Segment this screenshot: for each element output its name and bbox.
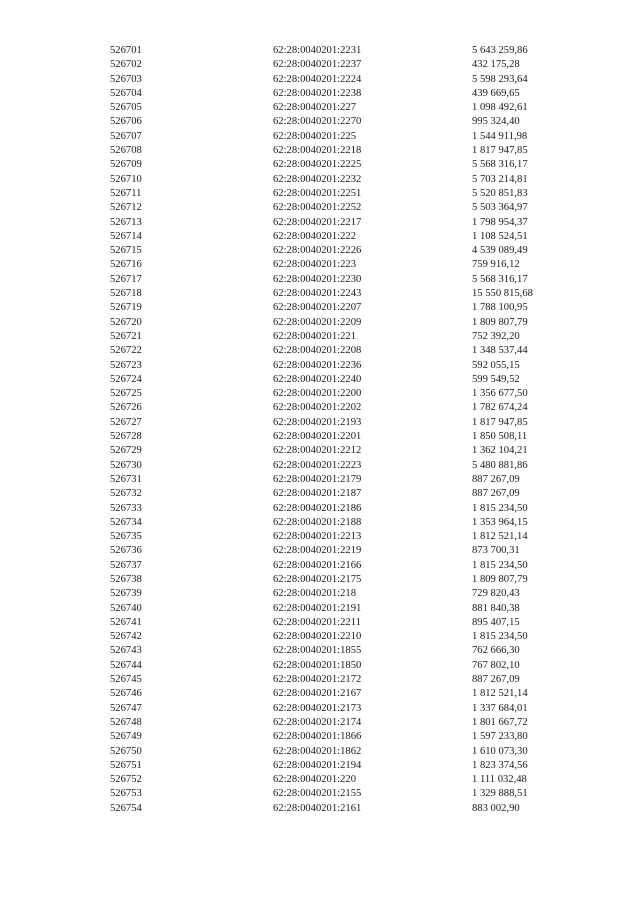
cadastral-number-cell: 62:28:0040201:2210: [273, 631, 362, 643]
row-number-cell: 526736: [110, 545, 142, 557]
cadastral-number-cell: 62:28:0040201:2230: [273, 273, 362, 285]
row-number-cell: 526746: [110, 688, 142, 700]
cadastral-value-cell: 1 362 104,21: [472, 445, 528, 457]
cadastral-value-cell: 729 820,43: [472, 588, 520, 600]
cadastral-number-cell: 62:28:0040201:2232: [273, 173, 362, 185]
row-number-cell: 526731: [110, 473, 142, 485]
row-number-cell: 526737: [110, 559, 142, 571]
table-row: [110, 373, 582, 387]
cadastral-number-cell: 62:28:0040201:2223: [273, 459, 362, 471]
cadastral-value-cell: 1 108 524,51: [472, 230, 528, 242]
row-number-cell: 526712: [110, 202, 142, 214]
table-row: [110, 216, 582, 230]
cadastral-number-cell: 62:28:0040201:2212: [273, 445, 362, 457]
cadastral-value-cell: 767 802,10: [472, 659, 520, 671]
row-number-cell: 526742: [110, 631, 142, 643]
row-number-cell: 526709: [110, 159, 142, 171]
cadastral-value-cell: 599 549,52: [472, 373, 520, 385]
table-row: [110, 787, 582, 801]
row-number-cell: 526705: [110, 102, 142, 114]
cadastral-number-cell: 62:28:0040201:2218: [273, 145, 362, 157]
cadastral-value-cell: 1 337 684,01: [472, 702, 528, 714]
table-row: [110, 301, 582, 315]
cadastral-value-cell: 1 610 073,30: [472, 745, 528, 757]
cadastral-number-cell: 62:28:0040201:2243: [273, 288, 362, 300]
table-row: [110, 230, 582, 244]
cadastral-number-cell: 62:28:0040201:2208: [273, 345, 362, 357]
table-row: [110, 444, 582, 458]
cadastral-number-cell: 62:28:0040201:2224: [273, 73, 362, 85]
row-number-cell: 526706: [110, 116, 142, 128]
cadastral-value-cell: 1 809 807,79: [472, 573, 528, 585]
cadastral-number-cell: 62:28:0040201:2211: [273, 616, 361, 628]
cadastral-number-cell: 62:28:0040201:2270: [273, 116, 362, 128]
cadastral-value-cell: 1 815 234,50: [472, 502, 528, 514]
table-row: [110, 745, 582, 759]
cadastral-value-cell: 1 111 032,48: [472, 774, 527, 786]
row-number-cell: 526732: [110, 488, 142, 500]
table-row: [110, 644, 582, 658]
table-row: [110, 387, 582, 401]
cadastral-value-cell: 15 550 815,68: [472, 288, 533, 300]
cadastral-number-cell: 62:28:0040201:2240: [273, 373, 362, 385]
cadastral-value-cell: 873 700,31: [472, 545, 520, 557]
cadastral-value-cell: 1 809 807,79: [472, 316, 528, 328]
cadastral-value-cell: 995 324,40: [472, 116, 520, 128]
cadastral-value-cell: 1 798 954,37: [472, 216, 528, 228]
cadastral-value-cell: 883 002,90: [472, 802, 520, 814]
cadastral-number-cell: 62:28:0040201:2166: [273, 559, 362, 571]
row-number-cell: 526726: [110, 402, 142, 414]
row-number-cell: 526703: [110, 73, 142, 85]
cadastral-number-cell: 62:28:0040201:218: [273, 588, 356, 600]
table-row: [110, 716, 582, 730]
row-number-cell: 526716: [110, 259, 142, 271]
row-number-cell: 526735: [110, 531, 142, 543]
table-row: [110, 144, 582, 158]
table-row: [110, 316, 582, 330]
cadastral-value-cell: 4 539 089,49: [472, 245, 528, 257]
cadastral-number-cell: 62:28:0040201:2193: [273, 416, 362, 428]
table-row: [110, 73, 582, 87]
cadastral-value-cell: 1 812 521,14: [472, 531, 528, 543]
cadastral-value-cell: 1 353 964,15: [472, 516, 528, 528]
table-body: [110, 44, 582, 816]
cadastral-number-cell: 62:28:0040201:1862: [273, 745, 362, 757]
cadastral-number-cell: 62:28:0040201:227: [273, 102, 356, 114]
cadastral-number-cell: 62:28:0040201:221: [273, 330, 356, 342]
row-number-cell: 526749: [110, 731, 142, 743]
cadastral-number-cell: 62:28:0040201:2172: [273, 674, 362, 686]
cadastral-value-cell: 5 503 364,97: [472, 202, 528, 214]
cadastral-value-cell: 887 267,09: [472, 488, 520, 500]
table-row: [110, 201, 582, 215]
cadastral-value-cell: 1 823 374,56: [472, 759, 528, 771]
row-number-cell: 526717: [110, 273, 142, 285]
cadastral-value-cell: 887 267,09: [472, 473, 520, 485]
cadastral-number-cell: 62:28:0040201:1850: [273, 659, 362, 671]
row-number-cell: 526720: [110, 316, 142, 328]
table-row: [110, 759, 582, 773]
cadastral-value-cell: 759 916,12: [472, 259, 520, 271]
cadastral-number-cell: 62:28:0040201:2225: [273, 159, 362, 171]
row-number-cell: 526740: [110, 602, 142, 614]
table-row: [110, 702, 582, 716]
table-row: [110, 487, 582, 501]
row-number-cell: 526743: [110, 645, 142, 657]
cadastral-number-cell: 62:28:0040201:2202: [273, 402, 362, 414]
table-row: [110, 130, 582, 144]
cadastral-value-cell: 1 544 911,98: [472, 130, 528, 142]
row-number-cell: 526751: [110, 759, 142, 771]
row-number-cell: 526713: [110, 216, 142, 228]
row-number-cell: 526715: [110, 245, 142, 257]
cadastral-value-cell: 5 520 851,83: [472, 187, 528, 199]
cadastral-value-table: [110, 44, 582, 816]
cadastral-number-cell: 62:28:0040201:1855: [273, 645, 362, 657]
cadastral-value-cell: 1 597 233,80: [472, 731, 528, 743]
cadastral-number-cell: 62:28:0040201:2200: [273, 388, 362, 400]
cadastral-value-cell: 5 703 214,81: [472, 173, 528, 185]
cadastral-value-cell: 1 788 100,95: [472, 302, 528, 314]
cadastral-value-cell: 1 356 677,50: [472, 388, 528, 400]
cadastral-value-cell: 1 329 888,51: [472, 788, 528, 800]
row-number-cell: 526701: [110, 45, 142, 56]
cadastral-number-cell: 62:28:0040201:2209: [273, 316, 362, 328]
table-row: [110, 287, 582, 301]
row-number-cell: 526754: [110, 802, 142, 814]
cadastral-number-cell: 62:28:0040201:2167: [273, 688, 362, 700]
cadastral-value-cell: 1 801 667,72: [472, 716, 528, 728]
cadastral-value-cell: 5 568 316,17: [472, 273, 528, 285]
cadastral-value-cell: 752 392,20: [472, 330, 520, 342]
row-number-cell: 526729: [110, 445, 142, 457]
row-number-cell: 526719: [110, 302, 142, 314]
cadastral-number-cell: 62:28:0040201:2194: [273, 759, 362, 771]
table-row: [110, 502, 582, 516]
cadastral-number-cell: 62:28:0040201:2236: [273, 359, 362, 371]
table-row: [110, 730, 582, 744]
row-number-cell: 526725: [110, 388, 142, 400]
cadastral-number-cell: 62:28:0040201:225: [273, 130, 356, 142]
row-number-cell: 526734: [110, 516, 142, 528]
table-row: [110, 587, 582, 601]
table-row: [110, 359, 582, 373]
table-row: [110, 473, 582, 487]
table-row: [110, 530, 582, 544]
cadastral-number-cell: 62:28:0040201:2252: [273, 202, 362, 214]
cadastral-value-cell: 1 098 492,61: [472, 102, 528, 114]
table-row: [110, 516, 582, 530]
row-number-cell: 526711: [110, 187, 142, 199]
row-number-cell: 526733: [110, 502, 142, 514]
row-number-cell: 526739: [110, 588, 142, 600]
cadastral-number-cell: 62:28:0040201:2186: [273, 502, 362, 514]
table-row: [110, 58, 582, 72]
cadastral-value-cell: 762 666,30: [472, 645, 520, 657]
cadastral-value-cell: 895 407,15: [472, 616, 520, 628]
cadastral-number-cell: 62:28:0040201:2175: [273, 573, 362, 585]
cadastral-number-cell: 62:28:0040201:2161: [273, 802, 362, 814]
row-number-cell: 526750: [110, 745, 142, 757]
table-row: [110, 44, 582, 58]
cadastral-number-cell: 62:28:0040201:2217: [273, 216, 362, 228]
cadastral-number-cell: 62:28:0040201:2207: [273, 302, 362, 314]
table-row: [110, 573, 582, 587]
row-number-cell: 526738: [110, 573, 142, 585]
table-row: [110, 459, 582, 473]
cadastral-value-cell: 1 348 537,44: [472, 345, 528, 357]
row-number-cell: 526753: [110, 788, 142, 800]
cadastral-value-cell: 1 815 234,50: [472, 631, 528, 643]
cadastral-value-cell: 1 817 947,85: [472, 416, 528, 428]
cadastral-value-cell: 1 817 947,85: [472, 145, 528, 157]
table-row: [110, 602, 582, 616]
cadastral-number-cell: 62:28:0040201:2174: [273, 716, 362, 728]
row-number-cell: 526752: [110, 774, 142, 786]
cadastral-number-cell: 62:28:0040201:220: [273, 774, 356, 786]
table-row: [110, 616, 582, 630]
row-number-cell: 526723: [110, 359, 142, 371]
table-row: [110, 244, 582, 258]
cadastral-value-cell: 439 669,65: [472, 87, 520, 99]
cadastral-number-cell: 62:28:0040201:2231: [273, 45, 362, 56]
row-number-cell: 526748: [110, 716, 142, 728]
cadastral-value-cell: 592 055,15: [472, 359, 520, 371]
cadastral-value-cell: 1 812 521,14: [472, 688, 528, 700]
row-number-cell: 526730: [110, 459, 142, 471]
table-row: [110, 273, 582, 287]
cadastral-number-cell: 62:28:0040201:2226: [273, 245, 362, 257]
table-row: [110, 87, 582, 101]
table-row: [110, 430, 582, 444]
table-row: [110, 416, 582, 430]
table-row: [110, 673, 582, 687]
row-number-cell: 526710: [110, 173, 142, 185]
table-row: [110, 187, 582, 201]
row-number-cell: 526741: [110, 616, 142, 628]
cadastral-number-cell: 62:28:0040201:222: [273, 230, 356, 242]
table-row: [110, 330, 582, 344]
cadastral-number-cell: 62:28:0040201:223: [273, 259, 356, 271]
table-row: [110, 659, 582, 673]
table-row: [110, 773, 582, 787]
cadastral-number-cell: 62:28:0040201:2237: [273, 59, 362, 71]
row-number-cell: 526708: [110, 145, 142, 157]
cadastral-number-cell: 62:28:0040201:2191: [273, 602, 362, 614]
cadastral-value-cell: 1 850 508,11: [472, 431, 528, 443]
table-row: [110, 173, 582, 187]
cadastral-number-cell: 62:28:0040201:2238: [273, 87, 362, 99]
cadastral-value-cell: 881 840,38: [472, 602, 520, 614]
table-row: [110, 630, 582, 644]
table-row: [110, 687, 582, 701]
cadastral-value-cell: 887 267,09: [472, 674, 520, 686]
row-number-cell: 526724: [110, 373, 142, 385]
row-number-cell: 526747: [110, 702, 142, 714]
row-number-cell: 526718: [110, 288, 142, 300]
cadastral-number-cell: 62:28:0040201:2155: [273, 788, 362, 800]
cadastral-value-cell: 5 598 293,64: [472, 73, 528, 85]
cadastral-number-cell: 62:28:0040201:1866: [273, 731, 362, 743]
table-row: [110, 258, 582, 272]
row-number-cell: 526714: [110, 230, 142, 242]
row-number-cell: 526727: [110, 416, 142, 428]
row-number-cell: 526744: [110, 659, 142, 671]
cadastral-value-cell: 1 815 234,50: [472, 559, 528, 571]
row-number-cell: 526722: [110, 345, 142, 357]
cadastral-value-cell: 5 568 316,17: [472, 159, 528, 171]
cadastral-number-cell: 62:28:0040201:2188: [273, 516, 362, 528]
table-row: [110, 101, 582, 115]
cadastral-value-cell: 1 782 674,24: [472, 402, 528, 414]
row-number-cell: 526745: [110, 674, 142, 686]
cadastral-number-cell: 62:28:0040201:2179: [273, 473, 362, 485]
cadastral-number-cell: 62:28:0040201:2173: [273, 702, 362, 714]
table-row: [110, 544, 582, 558]
table-row: [110, 401, 582, 415]
table-row: [110, 802, 582, 816]
cadastral-value-cell: 432 175,28: [472, 59, 520, 71]
table-row: [110, 344, 582, 358]
table-row: [110, 158, 582, 172]
row-number-cell: 526702: [110, 59, 142, 71]
cadastral-value-cell: 5 643 259,86: [472, 45, 528, 56]
cadastral-number-cell: 62:28:0040201:2187: [273, 488, 362, 500]
cadastral-number-cell: 62:28:0040201:2213: [273, 531, 362, 543]
cadastral-number-cell: 62:28:0040201:2251: [273, 187, 362, 199]
cadastral-number-cell: 62:28:0040201:2219: [273, 545, 362, 557]
row-number-cell: 526721: [110, 330, 142, 342]
row-number-cell: 526707: [110, 130, 142, 142]
cadastral-value-cell: 5 480 881,86: [472, 459, 528, 471]
table-row: [110, 559, 582, 573]
row-number-cell: 526728: [110, 431, 142, 443]
row-number-cell: 526704: [110, 87, 142, 99]
table-row: [110, 115, 582, 129]
cadastral-number-cell: 62:28:0040201:2201: [273, 431, 362, 443]
